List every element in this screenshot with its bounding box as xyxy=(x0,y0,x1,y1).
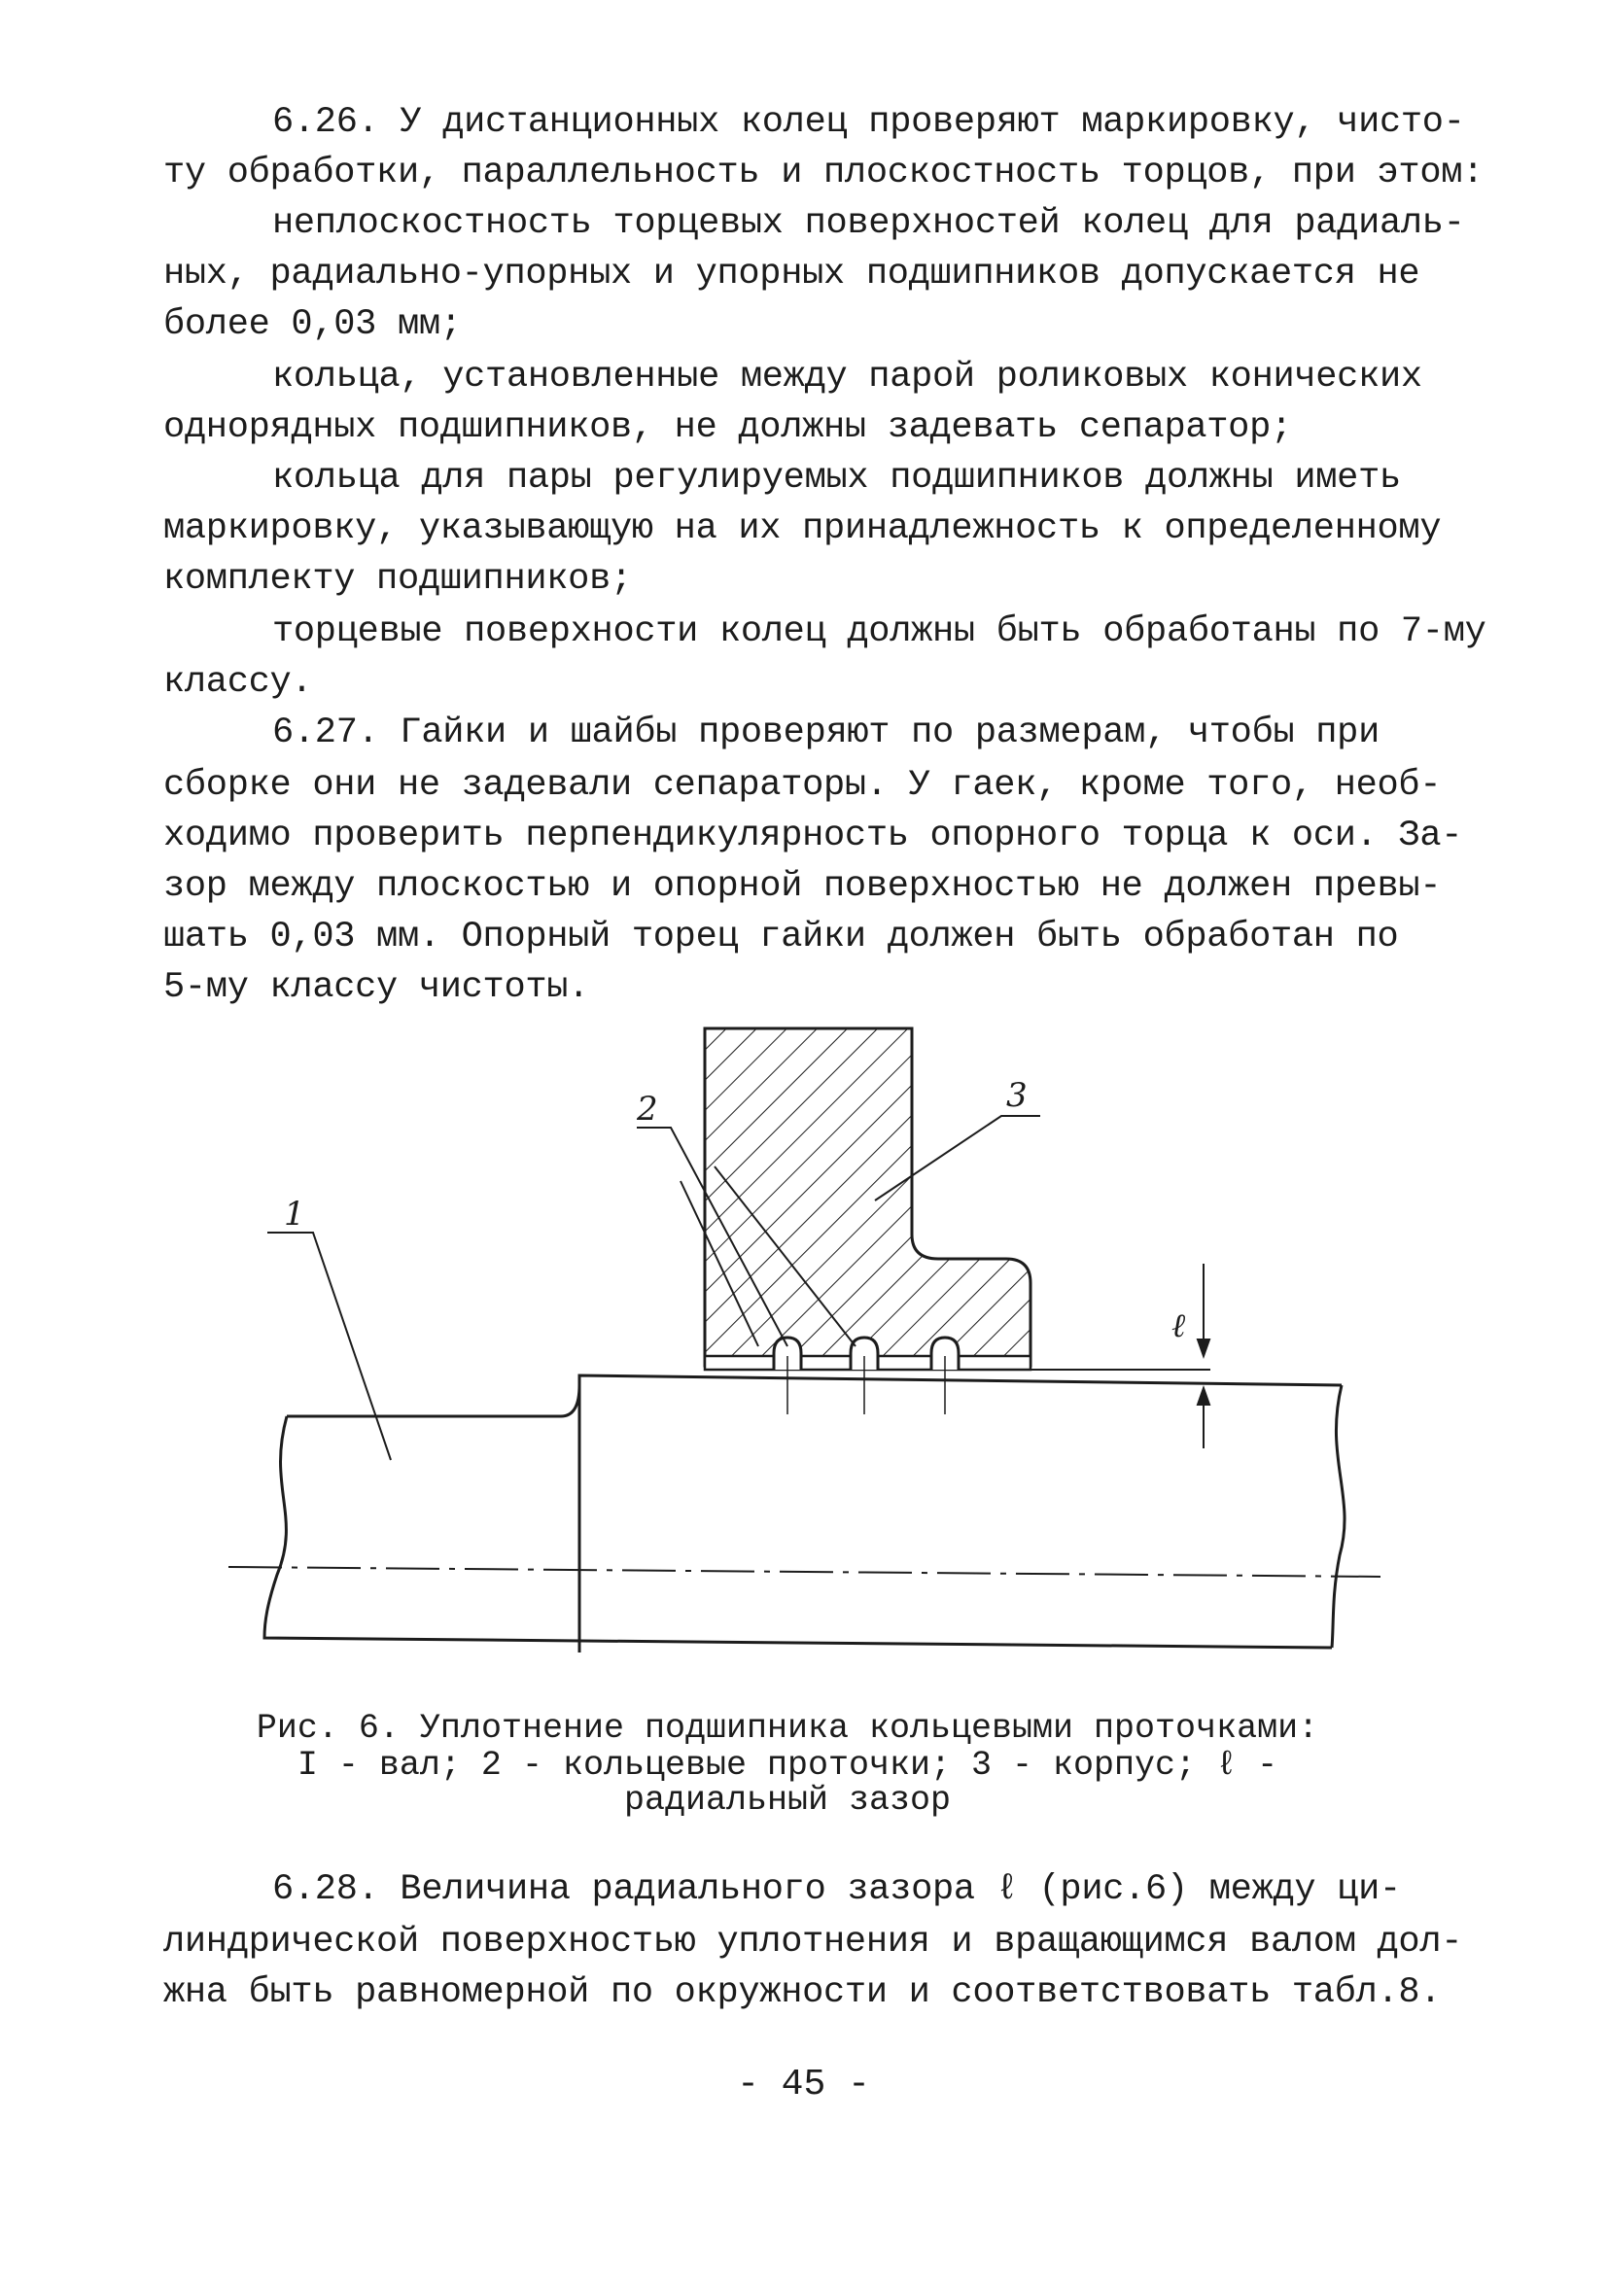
text-line: комплекту подшипников; xyxy=(163,559,632,600)
caption-line: радиальный зазор xyxy=(623,1781,952,1820)
page-number: - 45 - xyxy=(737,2064,870,2105)
seal-diagram xyxy=(0,1011,1607,1672)
text-line: 6.26. У дистанционных колец проверяют маркировку, чисто- xyxy=(272,102,1465,143)
gap-dimension xyxy=(1031,1264,1210,1448)
caption-line: Рис. 6. Уплотнение подшипника кольцевыми проточками: xyxy=(256,1709,1319,1748)
text-line: жна быть равномерной по окружности и соответствовать табл.8. xyxy=(163,1972,1442,2013)
text-line: однорядных подшипников, не должны задевать сепаратор; xyxy=(163,407,1292,448)
text-line: ту обработки, параллельность и плоскостность торцов, при этом: xyxy=(163,153,1485,193)
text-line: зор между плоскостью и опорной поверхностью не должен превы- xyxy=(163,866,1442,907)
annular-grooves xyxy=(774,1338,959,1414)
housing-part xyxy=(705,1028,1031,1366)
text-line: шать 0,03 мм. Опорный торец гайки должен быть обработан по xyxy=(163,917,1399,957)
text-line: ных, радиально-упорных и упорных подшипников допускается не xyxy=(163,254,1420,295)
center-axis xyxy=(228,1567,1380,1577)
text-line: неплоскостность торцевых поверхностей колец для радиаль- xyxy=(272,203,1465,244)
label-3: 3 xyxy=(1006,1076,1028,1115)
label-2: 2 xyxy=(637,1090,658,1129)
text-line: более 0,03 мм; xyxy=(163,304,462,345)
text-line: классу. xyxy=(163,662,313,703)
label-1: 1 xyxy=(284,1195,305,1234)
text-line: 6.28. Величина радиального зазора ℓ (рис.6) между ци- xyxy=(272,1869,1401,1910)
text-line: маркировку, указывающую на их принадлежность к определенному xyxy=(163,508,1442,549)
label-gap: ℓ xyxy=(1171,1306,1186,1345)
text-line: 5-му классу чистоты. xyxy=(163,967,590,1008)
text-line: линдрической поверхностью уплотнения и вращающимся валом дол- xyxy=(163,1922,1463,1963)
text-line: сборке они не задевали сепараторы. У гаек, кроме того, необ- xyxy=(163,765,1442,806)
text-line: 6.27. Гайки и шайбы проверяют по размерам, чтобы при xyxy=(272,713,1380,753)
text-line: кольца, установленные между парой роликовых конических xyxy=(272,357,1422,398)
caption-line: I - вал; 2 - кольцевые проточки; 3 - корпус; ℓ - xyxy=(297,1746,1278,1785)
text-line: ходимо проверить перпендикулярность опорного торца к оси. За- xyxy=(163,816,1463,856)
shaft-part xyxy=(264,1375,1345,1652)
text-line: кольца для пары регулируемых подшипников должны иметь xyxy=(272,458,1401,499)
text-line: торцевые поверхности колец должны быть обработаны по 7-му xyxy=(272,611,1486,652)
